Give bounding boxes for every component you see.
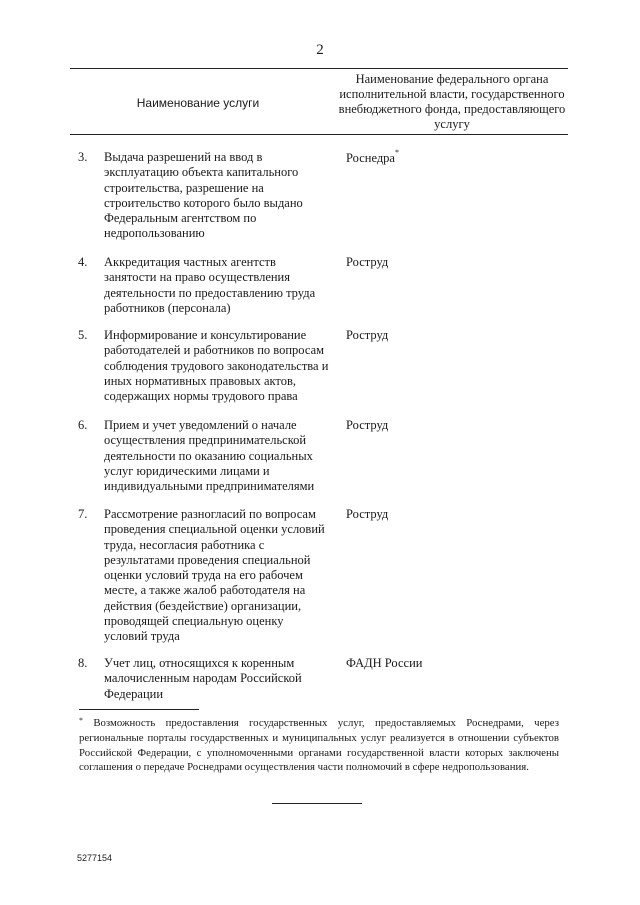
row-service: Рассмотрение разногласий по вопросам проведения специальной оценки условий труда, несогласия работника с результатами проведения специальной оценки условий труда на его рабочем месте, а также жалоб работодателя на действия (бездействие) организации, проводящей специальную оценку условий труда: [104, 507, 325, 644]
row-agency: Роструд: [346, 418, 389, 432]
row-number: 4.: [78, 255, 88, 269]
row-number: 3.: [78, 150, 88, 164]
table-header-rule: [70, 134, 568, 135]
row-agency: Роструд: [346, 255, 389, 269]
row-service: Прием и учет уведомлений о начале осуществления предпринимательской деятельности по оказанию социальных услуг юридическими лицами и индивидуальными предпринимателями: [104, 418, 315, 494]
row-number: 7.: [78, 507, 88, 521]
row-agency: Роструд: [346, 328, 389, 342]
row-service: Аккредитация частных агентств занятости на право осуществления деятельности по предоставлению труда работников (персонала): [104, 255, 316, 315]
footnote-reference-mark: *: [394, 148, 399, 157]
document-id: 5277154: [77, 853, 113, 863]
header-service-name: Наименование услуги: [136, 96, 260, 110]
row-number: 5.: [78, 328, 88, 342]
row-service: Выдача разрешений на ввод в эксплуатацию объекта капитального строительства, разрешение на строительство которого было выдано Федеральным агентством по недропользованию: [104, 150, 303, 241]
end-of-document-rule: [272, 803, 362, 804]
row-agency-label: Роснедра: [346, 151, 395, 166]
table-top-rule: [70, 68, 568, 69]
footnote: [79, 716, 559, 774]
row-service: Информирование и консультирование работодателей и работников по вопросам соблюдения трудового законодательства и иных нормативных правовых актов, содержащих нормы трудового права: [104, 328, 329, 404]
header-agency-name: Наименование федерального органа исполнительной власти, государственного внебюджетного фонда, предоставляющего услугу: [338, 72, 566, 131]
footnote-separator: [79, 709, 199, 710]
footnote-text: Возможность предоставления государственных услуг, предоставляемых Роснедрами, через региональные порталы государственных и муниципальных услуг реализуется в отношении субъектов Российской Федерации, с уполномоченными органами государственной власти которых заключены соглашения о передаче Роснедрами осуществления части полномочий в сфере недропользования.: [79, 717, 559, 773]
row-agency: ФАДН России: [346, 656, 423, 670]
page-number: 2: [316, 42, 324, 58]
row-number: 8.: [78, 656, 88, 670]
row-agency: [346, 150, 399, 166]
row-agency: Роструд: [346, 507, 389, 521]
footnote-mark: *: [79, 716, 83, 725]
row-number: 6.: [78, 418, 88, 432]
row-service: Учет лиц, относящихся к коренным малочисленным народам Российской Федерации: [104, 656, 302, 701]
